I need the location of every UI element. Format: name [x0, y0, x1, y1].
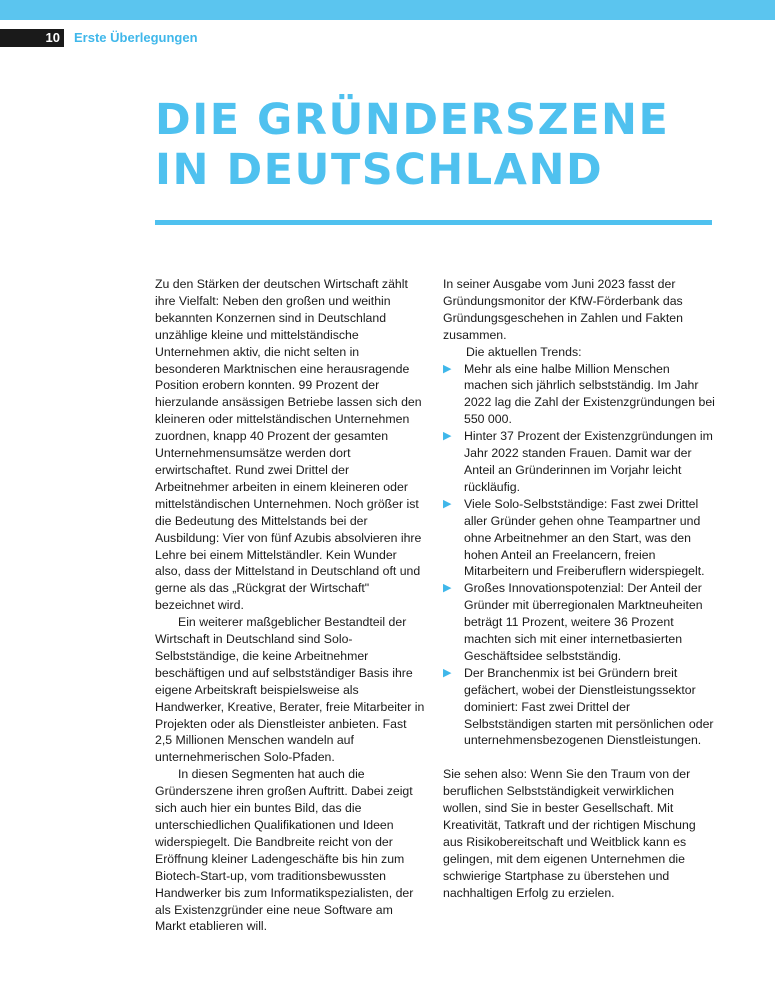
trends-lead: Die aktuellen Trends:: [466, 344, 582, 359]
list-item: ▶ Viele Solo-Selbstständige: Fast zwei Drittel aller Gründer gehen ohne Teampartner und ohne Arbeitnehmer an den Start, was den hohen Anteil an Freelancern, freien Mitarbeitern und Freiberuflern widerspiegelt.: [443, 496, 705, 579]
list-item: ▶ Hinter 37 Prozent der Existenzgründungen im Jahr 2022 standen Frauen. Damit war der Anteil an Gründerinnen im Vorjahr leicht rückläufig.: [443, 429, 713, 494]
left-column: [155, 276, 425, 935]
title-divider: [155, 220, 712, 225]
page-number: 10: [0, 29, 64, 47]
list-item: ▶ Der Branchenmix ist bei Gründern breit gefächert, wobei der Dienstleistungssektor dominiert: Fast zwei Drittel der Selbstständigen starten mit persönlichen oder unternehmensbezogenen Dienstleistungen.: [443, 665, 714, 748]
list-item: ▶ Großes Innovationspotenzial: Der Anteil der Gründer mit überregionalen Marktneuheiten beträgt 11 Prozent, weitere 36 Prozent machten sich mit einer internetbasierten Geschäftsidee selbstständig.: [443, 581, 703, 663]
triangle-right-icon: ▶: [443, 362, 452, 375]
right-column: [443, 276, 715, 902]
paragraph: Ein weiterer maßgeblicher Bestandteil der Wirtschaft in Deutschland sind Solo-Selbstständige, die keine Arbeitnehmer beschäftigen und auf selbstständiger Basis ihre eigene Arbeitskraft beispielsweise als Handwerker, Kreative, Berater, freie Mitarbeiter in Projekten oder als Dienstleister anbieten. Fast 2,5 Millionen Menschen wandeln auf unternehmerischen Solo-Pfaden.: [155, 615, 425, 765]
trends-list: [443, 361, 715, 750]
triangle-right-icon: ▶: [443, 582, 452, 595]
intro-paragraph: In seiner Ausgabe vom Juni 2023 fasst der Gründungsmonitor der KfW-Förderbank das Gründungsgeschehen in Zahlen und Fakten zusammen.: [443, 277, 683, 342]
paragraph: In diesen Segmenten hat auch die Gründerszene ihren großen Auftritt. Dabei zeigt sich auch hier ein buntes Bild, das die unterschiedlichen Qualifikationen und Ideen widerspiegelt. Die Bandbreite reicht von der Eröffnung kleiner Ladengeschäfte bis hin zum Biotech-Start-up, vom traditionsbewussten Handwerker bis zum Informatikspezialisten, der als Existenzgründer eine neue Software am Markt etablieren will.: [155, 767, 414, 934]
triangle-right-icon: ▶: [443, 666, 452, 679]
paragraph: Zu den Stärken der deutschen Wirtschaft zählt ihre Vielfalt: Neben den großen und weithin bekannten Konzernen sind in Deutschland unzählige kleine und mittelständische Unternehmen aktiv, die nicht selten in besonderen Marktnischen eine herausragende Position erobern konnten. 99 Prozent der hierzulande ansässigen Betriebe lassen sich den kleineren oder mittelständischen Unternehmen zuordnen, knapp 40 Prozent der gesamten Unternehmensumsätze werden dort erwirtschaftet. Rund zwei Drittel der Arbeitnehmer arbeiten in einem kleineren oder mittelständischen Unternehmen. Noch größer ist die Bedeutung des Mittelstands bei der Ausbildung: Vier von fünf Azubis absolvieren ihre Lehre bei einem Mittelständler. Kein Wunder also, dass der Mittelstand in Deutschland oft und gerne als das „Rückgrat der Wirtschaft" bezeichnet wird.: [155, 277, 422, 613]
running-header-title: Erste Überlegungen: [74, 30, 198, 45]
top-accent-bar: [0, 0, 775, 20]
triangle-right-icon: ▶: [443, 430, 452, 443]
triangle-right-icon: ▶: [443, 497, 452, 510]
page-title: DIE GRÜNDERSZENE IN DEUTSCHLAND: [155, 95, 670, 195]
closing-paragraph: Sie sehen also: Wenn Sie den Traum von der beruflichen Selbstständigkeit verwirklichen wollen, sind Sie in bester Gesellschaft. Mit Kreativität, Tatkraft und der richtigen Mischung aus Risikobereitschaft und Weitblick kann es gelingen, mit dem eigenen Unternehmen die schwierige Startphase zu überstehen und nachhaltigen Erfolg zu erzielen.: [443, 767, 696, 900]
list-item: ▶ Mehr als eine halbe Million Menschen machen sich jährlich selbstständig. Im Jahr 2022 lag die Zahl der Existenzgründungen bei 550 000.: [443, 361, 715, 427]
